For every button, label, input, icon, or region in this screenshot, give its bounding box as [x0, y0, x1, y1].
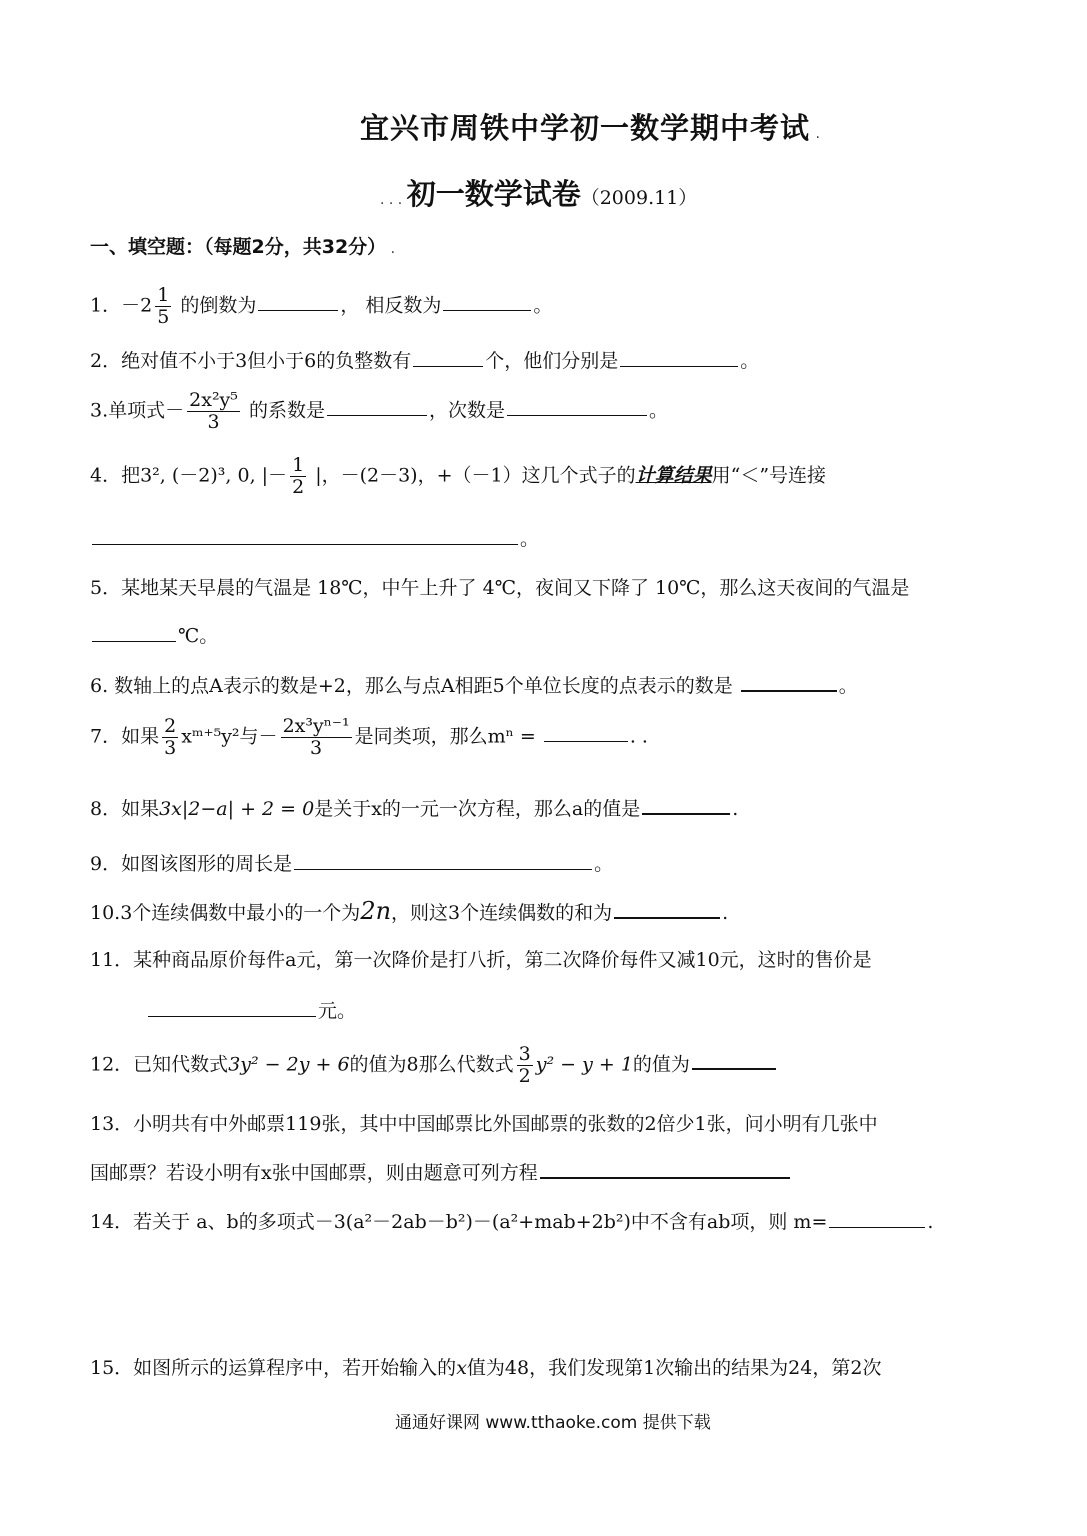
answer-blank[interactable]: [544, 740, 628, 742]
answer-blank[interactable]: [258, 309, 338, 311]
answer-blank[interactable]: [620, 365, 738, 367]
fraction: $\frac{1}{5}$: [157, 284, 170, 328]
question-11: 11．某种商品原价每件a元，第一次降价是打八折，第二次降价每件又减10元，这时的售价是: [90, 949, 872, 971]
question-12: 12．已知代数式3y² − 2y + 6的值为8那么代数式 $\frac{3}{2}$ y² − y + 1的值为: [90, 1044, 778, 1087]
section-heading: 一、填空题：（每题2分，共32分） .: [90, 236, 396, 258]
question-5-answer-line: ℃。: [90, 621, 218, 648]
fraction: $\frac{2}{3}$: [164, 715, 177, 759]
question-1: 1．－2 $\frac{1}{5}$ 的倒数为 ， 相反数为 。: [90, 284, 553, 328]
answer-blank[interactable]: [829, 1226, 925, 1228]
variable: x: [456, 1357, 467, 1379]
answer-blank[interactable]: [614, 916, 720, 919]
fraction: $\frac{\text{2x³yⁿ⁻¹}}{3}$: [282, 715, 350, 759]
answer-blank[interactable]: [92, 543, 518, 545]
question-10: 10.3个连续偶数中最小的一个为2n，则这3个连续偶数的和为 .: [90, 897, 729, 925]
question-6: 6. 数轴上的点A表示的数是+2，那么与点A相距5个单位长度的点表示的数是 。: [90, 675, 858, 697]
expression: 2n: [360, 897, 392, 925]
question-11-answer-line: 元。: [146, 996, 356, 1023]
question-13-line-2: 国邮票？若设小明有x张中国邮票，则由题意可列方程: [90, 1158, 792, 1185]
answer-blank[interactable]: [327, 414, 427, 416]
emphasized-text: 计算结果: [635, 464, 712, 487]
fraction: $\frac{1}{2}$: [292, 454, 305, 498]
question-3: 3.单项式－ $\frac{\text{2x²y⁵}}{3}$ 的系数是 ，次数是 。: [90, 389, 668, 433]
fraction: $\frac{\text{2x²y⁵}}{3}$: [189, 389, 238, 433]
question-4: 4．把3², (－2)³, 0, |－ $\frac{1}{2}$ |，－(2－3)，+（－1）这几个式子的计算结果用“＜”号连接: [90, 454, 827, 498]
question-4-answer-line: 。: [90, 524, 539, 551]
answer-blank[interactable]: [92, 640, 176, 642]
exam-date: （2009.11）: [580, 187, 698, 209]
exam-title: 宜兴市周铁中学初一数学期中考试 .: [360, 111, 821, 145]
question-15: 15．如图所示的运算程序中，若开始输入的x值为48，我们发现第1次输出的结果为24，第2次: [90, 1357, 882, 1379]
question-14: 14．若关于 a、b的多项式－3(a²－2ab－b²)－(a²+mab+2b²)中不含有ab项，则 m= .: [90, 1211, 934, 1233]
question-5: 5．某地某天早晨的气温是 18℃，中午上升了 4℃，夜间又下降了 10℃，那么这天夜间的气温是: [90, 577, 910, 599]
question-9: 9．如图该图形的周长是 。: [90, 853, 614, 875]
answer-blank[interactable]: [692, 1067, 776, 1070]
footer-credit: 通通好课网 www.tthaoke.com 提供下载: [395, 1413, 711, 1433]
question-8: 8．如果3x|2−a| + 2 = 0是关于x的一元一次方程，那么a的值是 .: [90, 798, 739, 820]
answer-blank[interactable]: [294, 868, 592, 870]
question-2: 2．绝对值不小于3但小于6的负整数有 个，他们分别是 。: [90, 350, 760, 372]
answer-blank[interactable]: [413, 365, 483, 367]
answer-blank[interactable]: [540, 1176, 790, 1179]
answer-blank[interactable]: [148, 1015, 316, 1017]
fraction: $\frac{3}{2}$: [518, 1043, 531, 1087]
answer-blank[interactable]: [507, 414, 647, 416]
answer-blank[interactable]: [443, 309, 531, 311]
expression: 3y² − 2y + 6: [228, 1053, 350, 1076]
expression: y² − y + 1: [535, 1053, 633, 1076]
question-7: 7．如果 $\frac{2}{3}$ xᵐ⁺⁵y²与－ $\frac{\text{2x³yⁿ⁻¹}}{3}$ 是同类项，那么mⁿ = . .: [90, 715, 648, 759]
exam-subtitle: . . . 初一数学试卷（2009.11）: [380, 177, 698, 211]
answer-blank[interactable]: [642, 812, 730, 815]
subtitle-text: 初一数学试卷: [406, 177, 581, 211]
question-13: 13．小明共有中外邮票119张，其中中国邮票比外国邮票的张数的2倍少1张，问小明有几张中: [90, 1113, 878, 1135]
answer-blank[interactable]: [741, 689, 837, 692]
equation: 3x|2−a| + 2 = 0: [159, 798, 315, 820]
